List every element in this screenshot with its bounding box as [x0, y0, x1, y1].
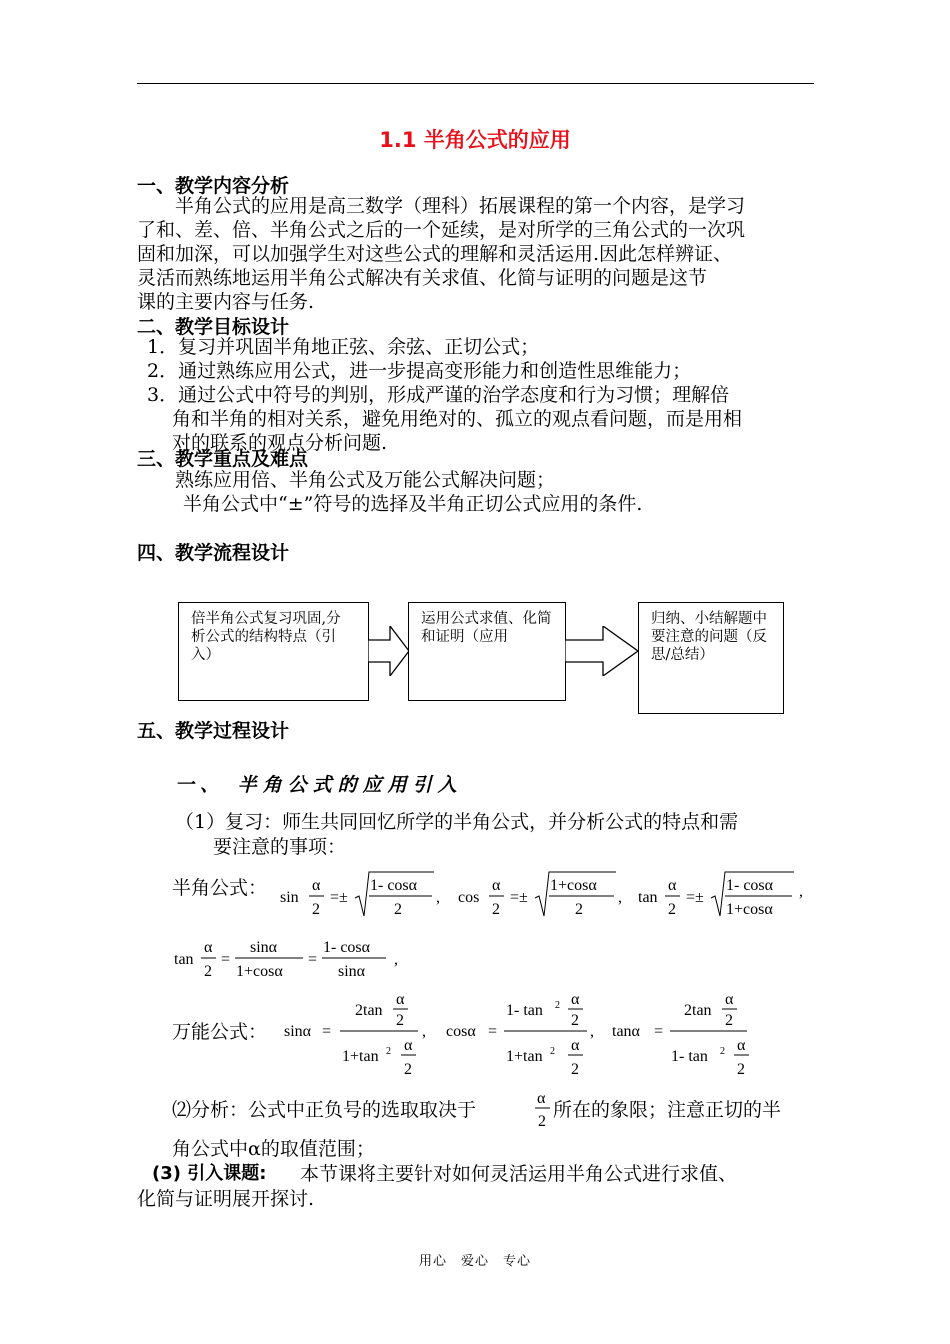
svg-text:sinα: sinα [250, 939, 278, 956]
s3-line-1: 熟练应用倍、半角公式及万能公式解决问题； [175, 469, 556, 491]
flow-box-3 [638, 602, 784, 714]
svg-text:,: , [422, 1023, 426, 1040]
svg-text:1- cosα: 1- cosα [370, 877, 418, 894]
svg-text:sinα: sinα [284, 1023, 312, 1040]
intro-line-2: 化简与证明展开探讨. [137, 1188, 315, 1210]
svg-text:2: 2 [555, 1000, 560, 1011]
svg-text:,: , [799, 883, 803, 900]
svg-text:α: α [396, 991, 405, 1008]
svg-text:2tan: 2tan [355, 1002, 383, 1019]
svg-text:sinα: sinα [338, 963, 366, 980]
s1-line-2: 了和、差、倍、半角公式之后的一个延续，是对所学的三角公式的一次巩 [137, 219, 746, 241]
svg-text:1+cosα: 1+cosα [236, 963, 283, 980]
svg-text:sin: sin [280, 889, 299, 906]
section-2-heading: 二、教学目标设计 [137, 316, 290, 338]
svg-text:cos: cos [458, 889, 480, 906]
svg-text:,: , [618, 889, 622, 906]
svg-text:,: , [394, 951, 398, 968]
flow-box-1 [178, 602, 369, 701]
universal-label: 万能公式： [172, 1021, 268, 1043]
page-title: 1.1 半角公式的应用 [379, 128, 571, 152]
flow-box-2 [408, 602, 566, 701]
svg-text:α: α [571, 1037, 580, 1054]
svg-text:2: 2 [396, 1012, 404, 1029]
flow-arrow-1 [368, 626, 410, 676]
analysis-line-1a: ⑵分析：公式中正负号的选取取决于 [172, 1099, 477, 1121]
svg-text:α: α [492, 877, 501, 894]
s1-line-5: 课的主要内容与任务. [137, 291, 315, 313]
svg-text:=±: =± [330, 889, 348, 906]
svg-text:,: , [436, 889, 440, 906]
svg-text:=: = [488, 1023, 498, 1040]
svg-text:=: = [322, 1023, 332, 1040]
s1-line-1: 半角公式的应用是高三数学（理科）拓展课程的第一个内容，是学习 [175, 195, 746, 217]
svg-text:α: α [404, 1037, 413, 1054]
analysis-line-2: 角公式中α的取值范围； [172, 1138, 375, 1160]
svg-text:1+cosα: 1+cosα [550, 877, 597, 894]
svg-text:2: 2 [404, 1061, 412, 1078]
half-angle-formulas [278, 868, 808, 924]
svg-text:1- cosα: 1- cosα [323, 939, 371, 956]
half-angle-label: 半角公式： [172, 877, 268, 899]
section-5-heading: 五、教学过程设计 [137, 720, 290, 742]
review-line-1: （1）复习：师生共同回忆所学的半角公式，并分析公式的特点和需 [175, 811, 739, 833]
svg-text:2: 2 [668, 901, 676, 918]
section-1-heading: 一、教学内容分析 [137, 175, 290, 197]
svg-text:α: α [668, 877, 677, 894]
flow-arrow-2 [565, 626, 640, 676]
svg-text:tan: tan [174, 951, 194, 968]
alpha-over-2 [534, 1086, 552, 1130]
svg-text:2: 2 [312, 901, 320, 918]
svg-text:2: 2 [550, 1046, 555, 1057]
svg-text:2: 2 [538, 1113, 546, 1130]
svg-text:2: 2 [394, 901, 402, 918]
header-rule [137, 83, 814, 84]
s2-line-5: 对的联系的观点分析问题. [172, 432, 388, 454]
svg-text:cosα: cosα [446, 1023, 476, 1040]
svg-text:α: α [537, 1090, 546, 1107]
svg-text:α: α [204, 939, 213, 956]
svg-text:2: 2 [571, 1012, 579, 1029]
s2-line-2: 2．通过熟练应用公式，进一步提高变形能力和创造性思维能力； [147, 360, 692, 382]
analysis-line-1b: 所在的象限；注意正切的半 [553, 1099, 782, 1121]
svg-text:1+tan: 1+tan [342, 1048, 379, 1065]
s2-line-1: 1．复习并巩固半角地正弦、余弦、正切公式； [147, 336, 540, 358]
svg-text:1- tan: 1- tan [506, 1002, 543, 1019]
page-footer: 用心 爱心 专心 [418, 1254, 531, 1269]
svg-text:=: = [221, 951, 231, 968]
svg-text:2: 2 [575, 901, 583, 918]
intro-line-1: 本节课将主要针对如何灵活运用半角公式进行求值、 [300, 1163, 738, 1185]
flow-box-2-text: 运用公式求值、化简和证明（应用 [421, 611, 552, 645]
s2-line-3: 3．通过公式中符号的判别，形成严谨的治学态度和行为习惯；理解倍 [147, 384, 730, 406]
s1-line-3: 固和加深，可以加强学生对这些公式的理解和灵活运用.因此怎样辨证、 [137, 243, 733, 265]
flow-box-3-text: 归纳、小结解题中要注意的问题（反思/总结） [651, 611, 767, 663]
svg-text:2: 2 [492, 901, 500, 918]
svg-text:2: 2 [386, 1046, 391, 1057]
review-line-2: 要注意的事项： [213, 836, 347, 858]
svg-text:2: 2 [725, 1012, 733, 1029]
flow-box-1-text: 倍半角公式复习巩固,分析公式的结构特点（引入） [191, 611, 341, 663]
svg-text:1- tan: 1- tan [671, 1048, 708, 1065]
s2-line-4: 角和半角的相对关系，避免用绝对的、孤立的观点看问题，而是用相 [172, 408, 743, 430]
svg-text:α: α [725, 991, 734, 1008]
svg-text:=: = [308, 951, 318, 968]
svg-text:2: 2 [737, 1061, 745, 1078]
section-4-heading: 四、教学流程设计 [137, 542, 290, 564]
svg-text:2: 2 [720, 1046, 725, 1057]
svg-text:α: α [312, 877, 321, 894]
s3-line-2: 半角公式中“±”符号的选择及半角正切公式应用的条件. [183, 493, 643, 515]
svg-text:tanα: tanα [612, 1023, 640, 1040]
svg-text:α: α [571, 991, 580, 1008]
section-3-heading: 三、教学重点及难点 [137, 448, 309, 470]
intro-label: (3) 引入课题: [152, 1163, 267, 1184]
universal-formulas [282, 988, 762, 1080]
svg-text:2: 2 [571, 1061, 579, 1078]
svg-text:2: 2 [204, 963, 212, 980]
svg-text:1+cosα: 1+cosα [726, 901, 773, 918]
svg-text:1+tan: 1+tan [506, 1048, 543, 1065]
svg-text:α: α [737, 1037, 746, 1054]
subsection-heading: 一、 半角公式的应用引入 [175, 774, 463, 796]
svg-text:=±: =± [686, 889, 704, 906]
svg-text:=±: =± [510, 889, 528, 906]
svg-text:tan: tan [638, 889, 658, 906]
svg-text:2tan: 2tan [684, 1002, 712, 1019]
svg-text:=: = [654, 1023, 664, 1040]
tan-half-angle-formula [172, 934, 432, 990]
svg-text:1- cosα: 1- cosα [726, 877, 774, 894]
s1-line-4: 灵活而熟练地运用半角公式解决有关求值、化简与证明的问题是这节 [137, 267, 708, 289]
svg-text:,: , [590, 1023, 594, 1040]
